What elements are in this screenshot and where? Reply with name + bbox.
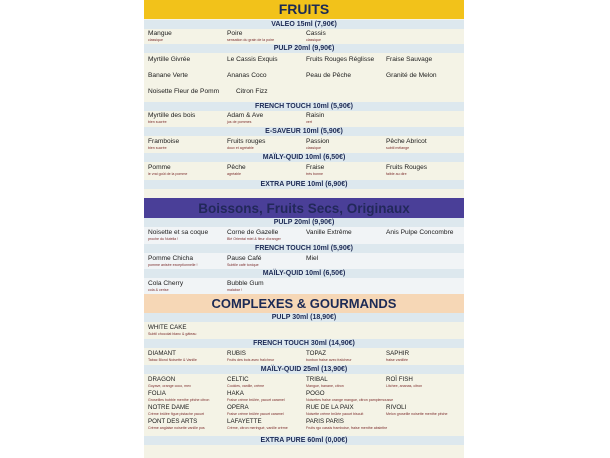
menu-item: Miel (306, 255, 319, 262)
menu-item: Cassis classique (306, 30, 326, 42)
menu-item: Le Cassis Exquis (227, 56, 278, 63)
menu-item: RUE DE LA PAIX Noisette crème brûlée yaourt biscuit (306, 404, 364, 416)
menu-item: POGO Noisettes fraise orange mangue, citron pamplemousse (306, 390, 394, 402)
menu-item: Pause Café Subtile café tonique (227, 255, 262, 267)
menu-item: ROÏ FISH Litchee, ananas, citron (386, 376, 423, 388)
menu-item: Poire sensation du grain de la poire (227, 30, 275, 42)
menu-item: Noisette Fleur de Pomm (148, 88, 220, 95)
menu-item: TRIBAL Mangue, banane, citron (306, 376, 344, 388)
menu-item: Myrtille des bois bien sucrée (148, 112, 196, 124)
menu-item: Pomme le vrai goût de la pomme (148, 164, 188, 176)
menu-item: Pêche Abricot subtil mélange (386, 138, 427, 150)
section-title-fruits: FRUITS (144, 0, 464, 19)
menu-item: Anis Pulpe Concombre (386, 229, 454, 236)
menu-item: Corne de Gazelle Blé Oriental miel & fleur d'oranger (227, 229, 281, 241)
menu-item: Fruits rouges doux et agréable (227, 138, 266, 150)
menu-item: Passion classique (306, 138, 330, 150)
group-header-extra-pure: EXTRA PURE 10ml (6,90€) (144, 180, 464, 189)
menu-item: Pêche agréable (227, 164, 246, 176)
menu-item: Bubble Gum malabar ! (227, 280, 264, 292)
group-header-french-touch: FRENCH TOUCH 10ml (5,90€) (144, 244, 464, 253)
menu-item: WHITE CAKE Subtil chocolat blanc & gâteau (148, 324, 197, 336)
menu-item: PARIS PARIS Fruits rgo cassis framboise, fraise menthe absinthe (306, 418, 388, 430)
menu-item: Banane Verte (148, 72, 188, 79)
group-header-extra-pure: EXTRA PURE 60ml (0,00€) (144, 436, 464, 445)
menu-item: DRAGON Goyave, orange coco, mex (148, 376, 191, 388)
menu-item: Granité de Melon (386, 72, 437, 79)
menu-item: LAFAYETTE Crème, citron meringué, vanille crème (227, 418, 288, 430)
menu-item: TOPAZ bonbon fraise avec fraîcheur (306, 350, 352, 362)
menu-item: Fraise Sauvage (386, 56, 433, 63)
menu-item: Noisette et sa coque proche du Nutella ! (148, 229, 209, 241)
menu-item: Ananas Coco (227, 72, 267, 79)
menu-item: Raisin vert (306, 112, 325, 124)
menu-item: RIVOLI Melon groseille noisette menthe pêche (386, 404, 448, 416)
menu-item: Mangue classique (148, 30, 172, 42)
group-header-french-touch: FRENCH TOUCH 30ml (14,90€) (144, 339, 464, 348)
group-header-e-saveur: E-SAVEUR 10ml (5,90€) (144, 127, 464, 136)
menu-item: DIAMANT Tabac Blond Noisette & Vanille (148, 350, 197, 362)
menu-item: Vanille Extrême (306, 229, 352, 236)
menu-item: Pomme Chicha pomme anisée exceptionnelle ! (148, 255, 198, 267)
menu-item: HAKA Fraise crème brûlée, yaourt caramel (227, 390, 285, 402)
menu-item: PONT DES ARTS Crème anglaise noisette vanille pos (148, 418, 205, 430)
group-header-pulp: PULP 30ml (18,90€) (144, 313, 464, 322)
menu-item: Fruits Rouges Réglisse (306, 56, 375, 63)
menu-item: Myrtille Givrée (148, 56, 191, 63)
menu-item: Cola Cherry cola & cerise (148, 280, 184, 292)
group-header-pulp: PULP 20ml (9,90€) (144, 44, 464, 53)
menu-item: FOLIA Groseilles bubble menthe pêche citron (148, 390, 210, 402)
menu-item: Fruits Rouges faible au dire (386, 164, 428, 176)
menu-sheet (144, 0, 464, 458)
menu-item: Citron Fizz (236, 88, 268, 95)
section-title-boissons: Boissons, Fruits Secs, Originaux (144, 198, 464, 219)
section-title-complexes: COMPLEXES & GOURMANDS (144, 294, 464, 313)
menu-item: Fraise très bonne (306, 164, 325, 176)
group-header-french-touch: FRENCH TOUCH 10ml (5,90€) (144, 102, 464, 111)
menu-item: Framboise bien sucrée (148, 138, 180, 150)
group-header-maily-quid: MAÏLY-QUID 10ml (6,50€) (144, 269, 464, 278)
group-header-maily-quid: MAÏLY-QUID 10ml (6,50€) (144, 153, 464, 162)
menu-item: RUBIS Fruits des bois avec fraîcheur (227, 350, 275, 362)
group-header-pulp: PULP 20ml (9,90€) (144, 218, 464, 227)
menu-item: CELTIC Cookies, vanille, crème (227, 376, 265, 388)
group-header-valeo: VALEO 15ml (7,90€) (144, 20, 464, 29)
menu-item: NOTRE DAME Crème brûlée figue pistache yaourt (148, 404, 204, 416)
menu-item: SAPHIR fraise vanillée (386, 350, 410, 362)
menu-item: OPERA Fraise crème brûlée yaourt caramel (227, 404, 284, 416)
menu-item: Adam & Ave jus de pommes (227, 112, 264, 124)
group-header-maily-quid: MAÏLY-QUID 25ml (13,90€) (144, 365, 464, 374)
menu-item: Peau de Pêche (306, 72, 352, 79)
